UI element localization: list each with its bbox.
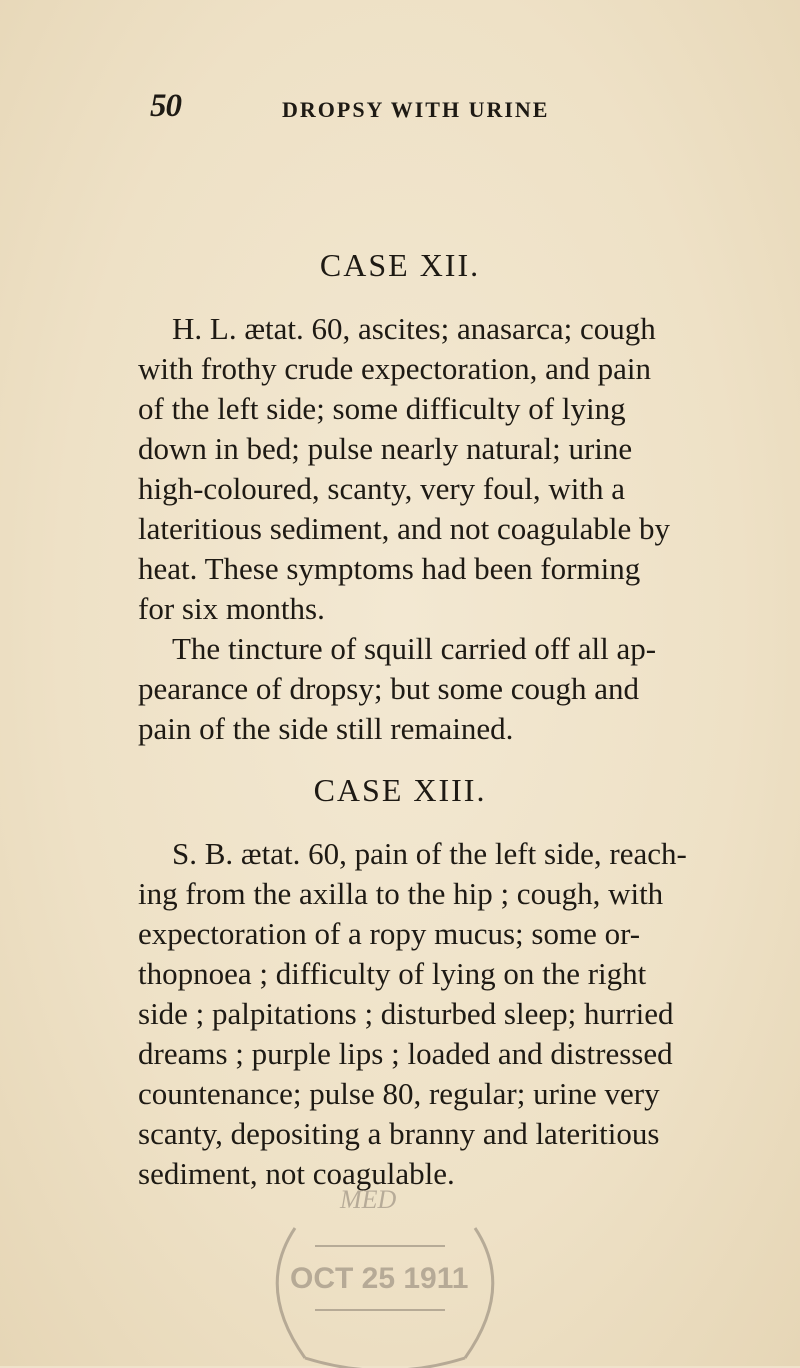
- text-line: countenance; pulse 80, regular; urine very: [138, 1076, 660, 1111]
- page-header: [150, 88, 710, 128]
- text-line: pain of the side still remained.: [138, 711, 514, 746]
- text-line: with frothy crude expectoration, and pain: [138, 351, 652, 386]
- text-line: for six months.: [138, 591, 325, 626]
- text-line: expectoration of a ropy mucus; some or-: [138, 916, 641, 951]
- text-line: S. B. ætat. 60, pain of the left side, reach-: [172, 836, 687, 871]
- text-line: thopnoea ; difficulty of lying on the right: [138, 956, 647, 991]
- text-line: scanty, depositing a branny and lateritious: [138, 1116, 660, 1151]
- case-xiii-body: [138, 834, 718, 1194]
- text-line: dreams ; purple lips ; loaded and distressed: [138, 1036, 673, 1071]
- text-line: of the left side; some difficulty of lying: [138, 391, 626, 426]
- text-line: pearance of dropsy; but some cough and: [138, 671, 640, 706]
- page-number: 50: [150, 88, 181, 124]
- running-head: DROPSY WITH URINE: [282, 97, 550, 122]
- stamp-arc-text: MED: [340, 1185, 397, 1214]
- text-line: side ; palpitations ; disturbed sleep; hurried: [138, 996, 674, 1031]
- stamp-ring: [277, 1228, 493, 1368]
- stamp-date: OCT 25 1911: [290, 1262, 469, 1295]
- text-line: down in bed; pulse nearly natural; urine: [138, 431, 633, 466]
- case-xii-body: [138, 309, 718, 749]
- case-xii-heading: CASE XII.: [319, 247, 481, 283]
- text-line: heat. These symptoms had been forming: [138, 551, 641, 586]
- case-xiii-heading: CASE XIII.: [313, 772, 487, 808]
- text-line: H. L. ætat. 60, ascites; anasarca; cough: [172, 311, 656, 346]
- text-line: lateritious sediment, and not coagulable by: [138, 511, 671, 546]
- text-line: sediment, not coagulable.: [138, 1156, 455, 1191]
- text-line: high-coloured, scanty, very foul, with a: [138, 471, 625, 506]
- text-line: ing from the axilla to the hip ; cough, with: [138, 876, 664, 911]
- library-stamp: [245, 1168, 525, 1368]
- text-line: The tincture of squill carried off all ap-: [172, 631, 657, 666]
